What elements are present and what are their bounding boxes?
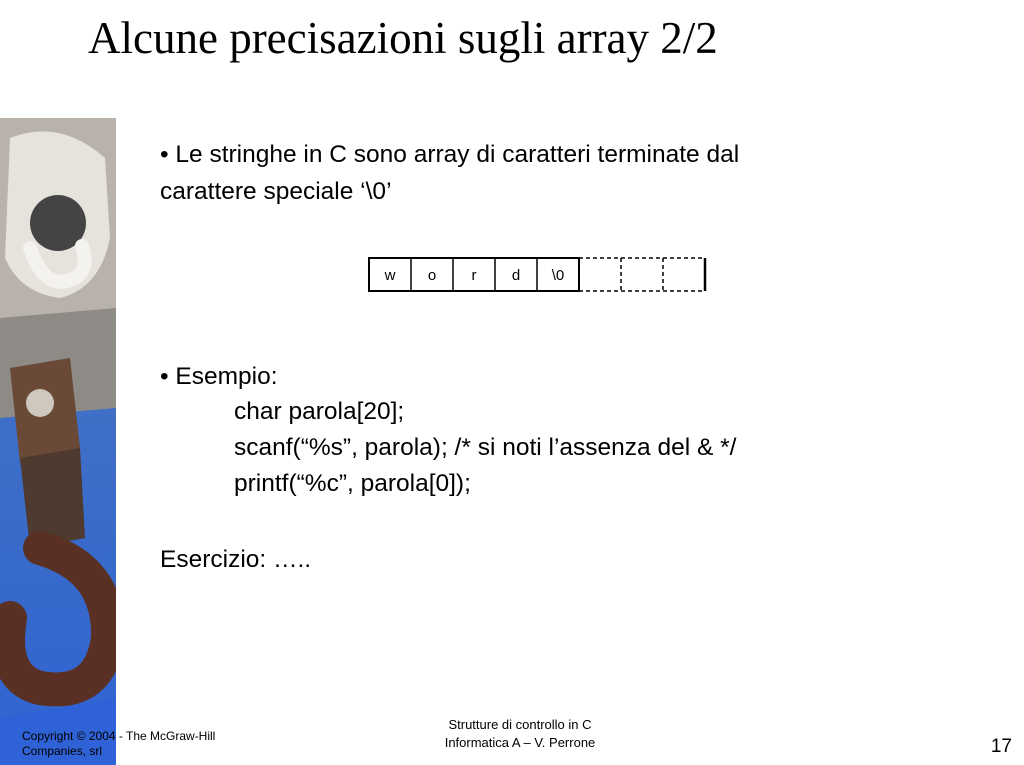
- string-array-diagram: [368, 256, 710, 294]
- array-cell-0: w: [384, 267, 396, 284]
- code-line-1: char parola[20];: [234, 398, 405, 425]
- bullet-strings-line2: carattere speciale ‘\0’: [160, 178, 392, 205]
- crane-hook-icon: [0, 118, 116, 765]
- slide-title: Alcune precisazioni sugli array 2/2: [88, 13, 718, 63]
- bullet-example: • Esempio:: [160, 363, 278, 390]
- bullet-strings-line1: • Le stringhe in C sono array di caratteri terminate dal: [160, 141, 740, 168]
- array-cell-4: \0: [551, 267, 565, 284]
- exercise-line: Esercizio: …..: [160, 546, 312, 573]
- footer-copyright: Copyright © 2004 - The McGraw-Hill Companies, srl: [22, 729, 216, 758]
- code-line-3: printf(“%c”, parola[0]);: [234, 470, 471, 497]
- crane-hook-image: [0, 118, 116, 765]
- footer-course-line1: Strutture di controllo in C: [448, 717, 592, 732]
- array-cell-3: d: [511, 267, 521, 284]
- array-cell-2: r: [471, 267, 477, 284]
- array-cell-1: o: [427, 267, 437, 284]
- footer-course-info: [400, 716, 640, 752]
- footer-course-line2: Informatica A – V. Perrone: [444, 735, 596, 750]
- code-line-2: scanf(“%s”, parola); /* si noti l’assenza del & */: [234, 434, 737, 461]
- page-number: 17: [990, 736, 1012, 757]
